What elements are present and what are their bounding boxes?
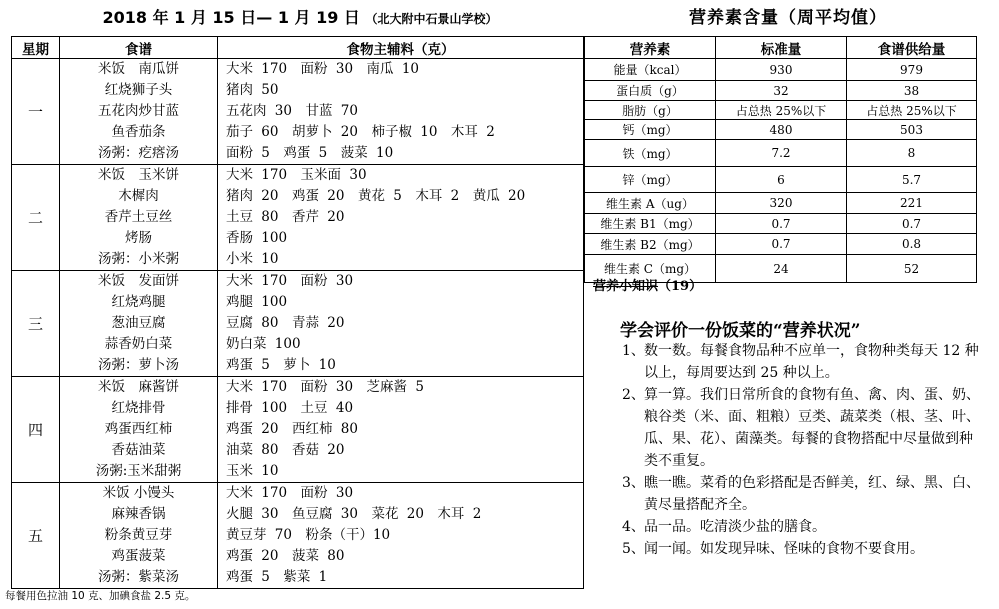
ingredient-item: 油菜 80 香菇 20 <box>226 442 345 458</box>
ingredient-item: 香肠 100 <box>226 230 288 246</box>
col-header-nutrient: 营养素 <box>585 37 716 59</box>
nutrient-standard: 32 <box>716 81 847 101</box>
ingredient-item: 猪肉 50 <box>226 82 279 98</box>
dish-item: 米饭 麻酱饼 <box>98 379 179 395</box>
ingredient-item: 鸡蛋 20 菠菜 80 <box>226 548 345 564</box>
day-cell: 二 <box>12 165 60 271</box>
table-row <box>585 214 977 234</box>
table-row <box>12 377 584 483</box>
nutrient-supply: 38 <box>847 81 977 101</box>
knowledge-heading <box>593 275 702 294</box>
nutrient-standard: 320 <box>716 193 847 214</box>
ingredient-item: 鸡蛋 5 紫菜 1 <box>226 569 328 585</box>
item-text: 算一算。我们日常所食的食物有鱼、禽、肉、蛋、奶、粮谷类（米、面、粗粮）豆类、蔬菜类（根、茎、叶、瓜、果、花）、菌藻类。每餐的食物搭配中尽量做到种类不重复。 <box>644 387 980 469</box>
item-text: 闻一闻。如发现异味、怪味的食物不要食用。 <box>644 541 924 557</box>
nutrient-supply: 52 <box>847 255 977 283</box>
knowledge-number: （19） <box>658 279 703 294</box>
nutrient-standard: 930 <box>716 59 847 81</box>
nutrient-standard: 6 <box>716 167 847 193</box>
ingredient-item: 鸡蛋 5 萝卜 10 <box>226 357 336 373</box>
ingredient-item: 大米 170 玉米面 30 <box>226 167 367 183</box>
nutrition-title: 营养素含量（周平均值） <box>689 8 887 28</box>
ingredient-item: 五花肉 30 甘蓝 70 <box>226 103 358 119</box>
ingredient-item: 鸡腿 100 <box>226 294 288 310</box>
ingredient-item: 茄子 60 胡萝卜 20 柿子椒 10 木耳 2 <box>226 124 495 140</box>
table-row <box>12 483 584 589</box>
item-number: 2、 <box>622 387 645 403</box>
dish-item: 汤粥:玉米甜粥 <box>95 463 182 479</box>
nutrient-standard: 0.7 <box>716 234 847 255</box>
list-item <box>622 538 982 560</box>
nutrient-supply: 8 <box>847 140 977 167</box>
dish-item: 烤肠 <box>125 230 152 246</box>
nutrient-name: 钙（mg） <box>585 120 716 140</box>
school-name: （北大附中石景山学校） <box>365 12 498 26</box>
list-item <box>622 384 982 472</box>
dish-item: 米饭 发面饼 <box>98 273 179 289</box>
dish-item: 红烧鸡腿 <box>111 294 166 310</box>
date-range: 2018 年 1 月 15 日— 1 月 19 日 <box>102 8 360 27</box>
menu-header-row <box>12 37 584 59</box>
col-header-standard: 标准量 <box>716 37 847 59</box>
ingredient-item: 玉米 10 <box>226 463 279 479</box>
table-row <box>585 167 977 193</box>
col-header-ingredients: 食物主辅料（克） <box>218 37 584 59</box>
dish-item: 米饭 玉米饼 <box>98 167 179 183</box>
table-row <box>585 140 977 167</box>
col-header-recipe: 食谱 <box>60 37 218 59</box>
ingredient-item: 鸡蛋 20 西红柿 80 <box>226 421 358 437</box>
day-cell: 五 <box>12 483 60 589</box>
nutrient-name: 维生素 B1（mg） <box>585 214 716 234</box>
ingredients-cell <box>218 377 584 483</box>
dishes-cell <box>60 483 218 589</box>
dish-item: 鸡蛋西红柿 <box>104 421 173 437</box>
ingredients-cell <box>218 483 584 589</box>
nutrient-name: 锌（mg） <box>585 167 716 193</box>
nutrient-standard: 占总热 25%以下 <box>716 101 847 120</box>
dish-item: 红烧排骨 <box>111 400 166 416</box>
day-cell: 三 <box>12 271 60 377</box>
ingredients-cell <box>218 271 584 377</box>
table-row <box>585 101 977 120</box>
nutrient-name: 脂肪（g） <box>585 101 716 120</box>
nutrient-name: 维生素 A（ug） <box>585 193 716 214</box>
col-header-day: 星期 <box>12 37 60 59</box>
advice-list <box>622 340 982 560</box>
dish-item: 粉条黄豆芽 <box>104 527 173 543</box>
dishes-cell <box>60 165 218 271</box>
nutrient-supply: 979 <box>847 59 977 81</box>
nutrient-supply: 0.8 <box>847 234 977 255</box>
list-item <box>622 340 982 384</box>
dish-item: 汤粥：疙瘩汤 <box>98 145 179 161</box>
day-cell: 四 <box>12 377 60 483</box>
table-row <box>585 234 977 255</box>
dish-item: 鱼香茄条 <box>111 124 166 140</box>
day-cell: 一 <box>12 59 60 165</box>
nutrient-standard: 24 <box>716 255 847 283</box>
footnote: 每餐用色拉油 10 克、加碘食盐 2.5 克。 <box>5 590 196 602</box>
nutrient-name: 维生素 B2（mg） <box>585 234 716 255</box>
item-text: 瞧一瞧。菜肴的色彩搭配是否鲜美，红、绿、黑、白、黄尽量搭配齐全。 <box>644 475 980 513</box>
nutrient-header-row <box>585 37 977 59</box>
ingredient-item: 小米 10 <box>226 251 279 267</box>
ingredient-item: 豆腐 80 青蒜 20 <box>226 315 345 331</box>
table-row <box>12 165 584 271</box>
item-number: 5、 <box>622 541 645 557</box>
dish-item: 鸡蛋菠菜 <box>111 548 166 564</box>
dish-item: 汤粥：小米粥 <box>98 251 179 267</box>
col-header-supply: 食谱供给量 <box>847 37 977 59</box>
ingredient-item: 土豆 80 香芹 20 <box>226 209 345 225</box>
nutrient-supply: 5.7 <box>847 167 977 193</box>
nutrient-name: 铁（mg） <box>585 140 716 167</box>
ingredient-item: 大米 170 面粉 30 芝麻酱 5 <box>226 379 424 395</box>
dish-item: 米饭 小馒头 <box>102 485 175 501</box>
dish-item: 汤粥：紫菜汤 <box>98 569 179 585</box>
list-item <box>622 472 982 516</box>
ingredient-item: 奶白菜 100 <box>226 336 301 352</box>
advice-title: 学会评价一份饭菜的“营养状况” <box>620 321 861 341</box>
nutrient-supply: 503 <box>847 120 977 140</box>
dish-item: 香芹土豆丝 <box>104 209 173 225</box>
table-row <box>585 120 977 140</box>
nutrient-supply: 占总热 25%以下 <box>847 101 977 120</box>
item-number: 1、 <box>622 343 645 359</box>
table-row <box>12 271 584 377</box>
dishes-cell <box>60 59 218 165</box>
dishes-cell <box>60 377 218 483</box>
ingredient-item: 黄豆芽 70 粉条（干）10 <box>226 527 391 543</box>
nutrient-supply: 0.7 <box>847 214 977 234</box>
nutrient-standard: 0.7 <box>716 214 847 234</box>
dish-item: 麻辣香锅 <box>111 506 166 522</box>
dish-item: 五花肉炒甘蓝 <box>98 103 179 119</box>
knowledge-label: 营养小知识 <box>593 279 659 294</box>
nutrient-standard: 7.2 <box>716 140 847 167</box>
nutrient-standard: 480 <box>716 120 847 140</box>
item-number: 4、 <box>622 519 645 535</box>
menu-title <box>20 6 580 30</box>
item-text: 品一品。吃清淡少盐的膳食。 <box>644 519 826 535</box>
nutrient-name: 蛋白质（g） <box>585 81 716 101</box>
ingredients-cell <box>218 59 584 165</box>
ingredient-item: 大米 170 面粉 30 <box>226 485 354 501</box>
ingredient-item: 大米 170 面粉 30 南瓜 10 <box>226 61 419 77</box>
ingredients-cell <box>218 165 584 271</box>
nutrient-name: 维生素 C（mg） <box>585 255 716 283</box>
dish-item: 木樨肉 <box>118 188 159 204</box>
table-row <box>585 193 977 214</box>
dish-item: 蒜香奶白菜 <box>104 336 173 352</box>
table-row <box>585 59 977 81</box>
dish-item: 香菇油菜 <box>111 442 166 458</box>
item-number: 3、 <box>622 475 645 491</box>
dishes-cell <box>60 271 218 377</box>
table-row <box>12 59 584 165</box>
list-item <box>622 516 982 538</box>
dish-item: 米饭 南瓜饼 <box>98 61 179 77</box>
dish-item: 红烧狮子头 <box>104 82 173 98</box>
nutrient-supply: 221 <box>847 193 977 214</box>
ingredient-item: 火腿 30 鱼豆腐 30 菜花 20 木耳 2 <box>226 506 482 522</box>
ingredient-item: 排骨 100 土豆 40 <box>226 400 354 416</box>
nutrient-table <box>584 36 977 283</box>
nutrient-name: 能量（kcal） <box>585 59 716 81</box>
dish-item: 葱油豆腐 <box>111 315 166 331</box>
table-row <box>585 81 977 101</box>
ingredient-item: 面粉 5 鸡蛋 5 菠菜 10 <box>226 145 394 161</box>
dish-item: 汤粥：萝卜汤 <box>98 357 179 373</box>
menu-table <box>11 36 584 589</box>
ingredient-item: 猪肉 20 鸡蛋 20 黄花 5 木耳 2 黄瓜 20 <box>226 188 526 204</box>
item-text: 数一数。每餐食物品种不应单一，食物种类每天 12 种以上，每周要达到 25 种以上。 <box>644 343 979 381</box>
ingredient-item: 大米 170 面粉 30 <box>226 273 354 289</box>
